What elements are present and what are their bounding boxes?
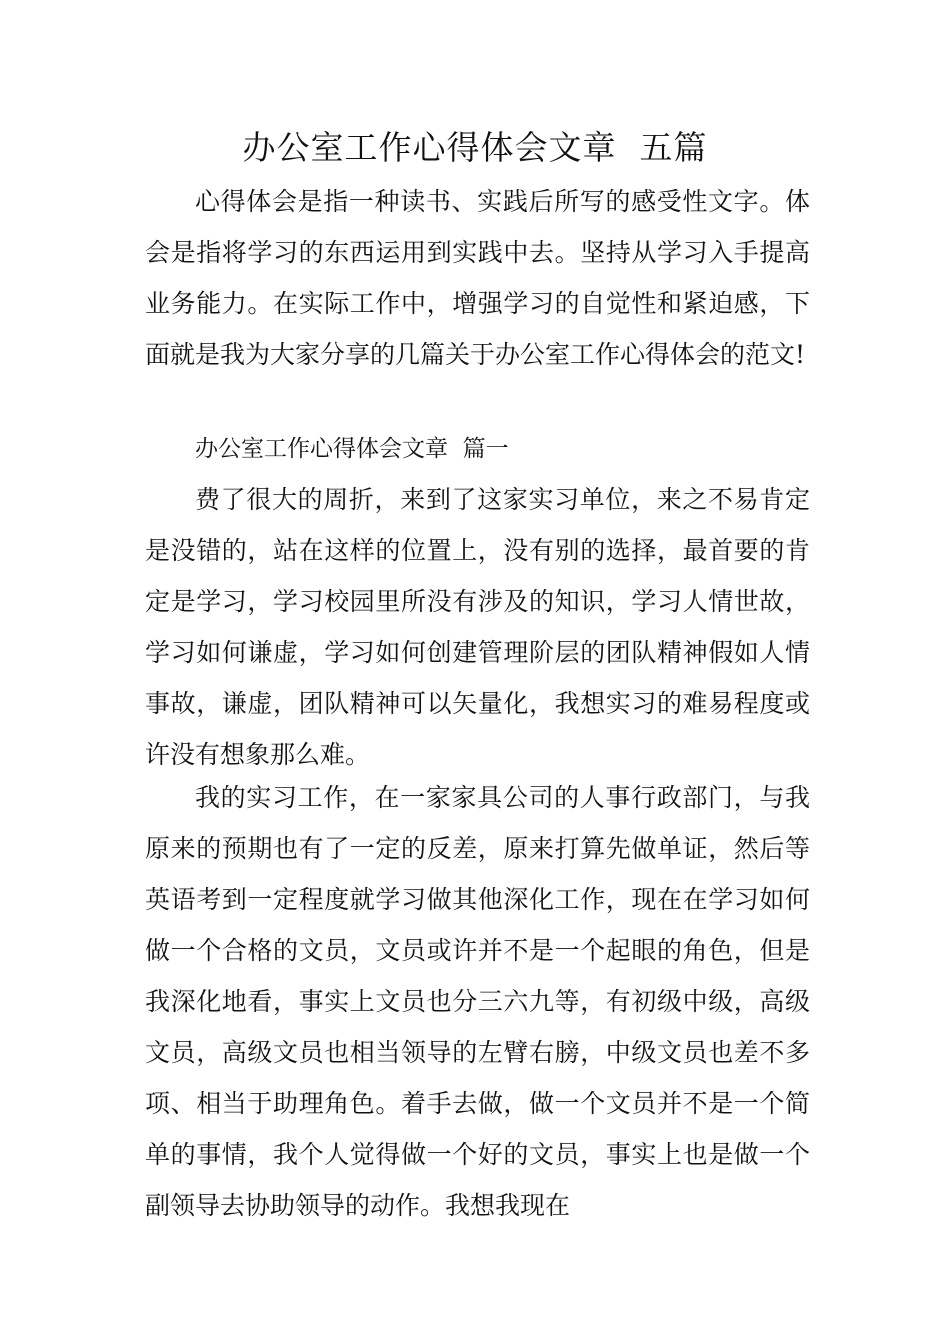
body-paragraph-1: 费了很大的周折，来到了这家实习单位，来之不易肯定是没错的，站在这样的位置上，没有别的选择，最首要的肯定是学习，学习校园里所没有涉及的知识，学习人情世故，学习如何谦虚，学习如何创建管理阶层的团队精神假如人情事故，谦虚，团队精神可以矢量化，我想实习的难易程度或许没有想象那么难。 [145,485,810,769]
document-title: 办公室工作心得体会文章 五篇 [242,128,708,167]
intro-paragraph: 心得体会是指一种读书、实践后所写的感受性文字。体会是指将学习的东西运用到实践中去。坚持从学习入手提高业务能力。在实际工作中，增强学习的自觉性和紧迫感，下面就是我为大家分享的几篇关于办公室工作心得体会的范文! [145,187,810,369]
section-heading: 办公室工作心得体会文章 篇一 [195,436,509,462]
body-paragraph-2: 我的实习工作，在一家家具公司的人事行政部门，与我原来的预期也有了一定的反差，原来打算先做单证，然后等英语考到一定程度就学习做其他深化工作，现在在学习如何做一个合格的文员，文员或许并不是一个起眼的角色，但是我深化地看，事实上文员也分三六九等，有初级中级，高级文员，高级文员也相当领导的左臂右膀，中级文员也差不多项、相当于助理角色。着手去做，做一个文员并不是一个简单的事情，我个人觉得做一个好的文员，事实上也是做一个副领导去协助领导的动作。我想我现在 [145,783,810,1220]
